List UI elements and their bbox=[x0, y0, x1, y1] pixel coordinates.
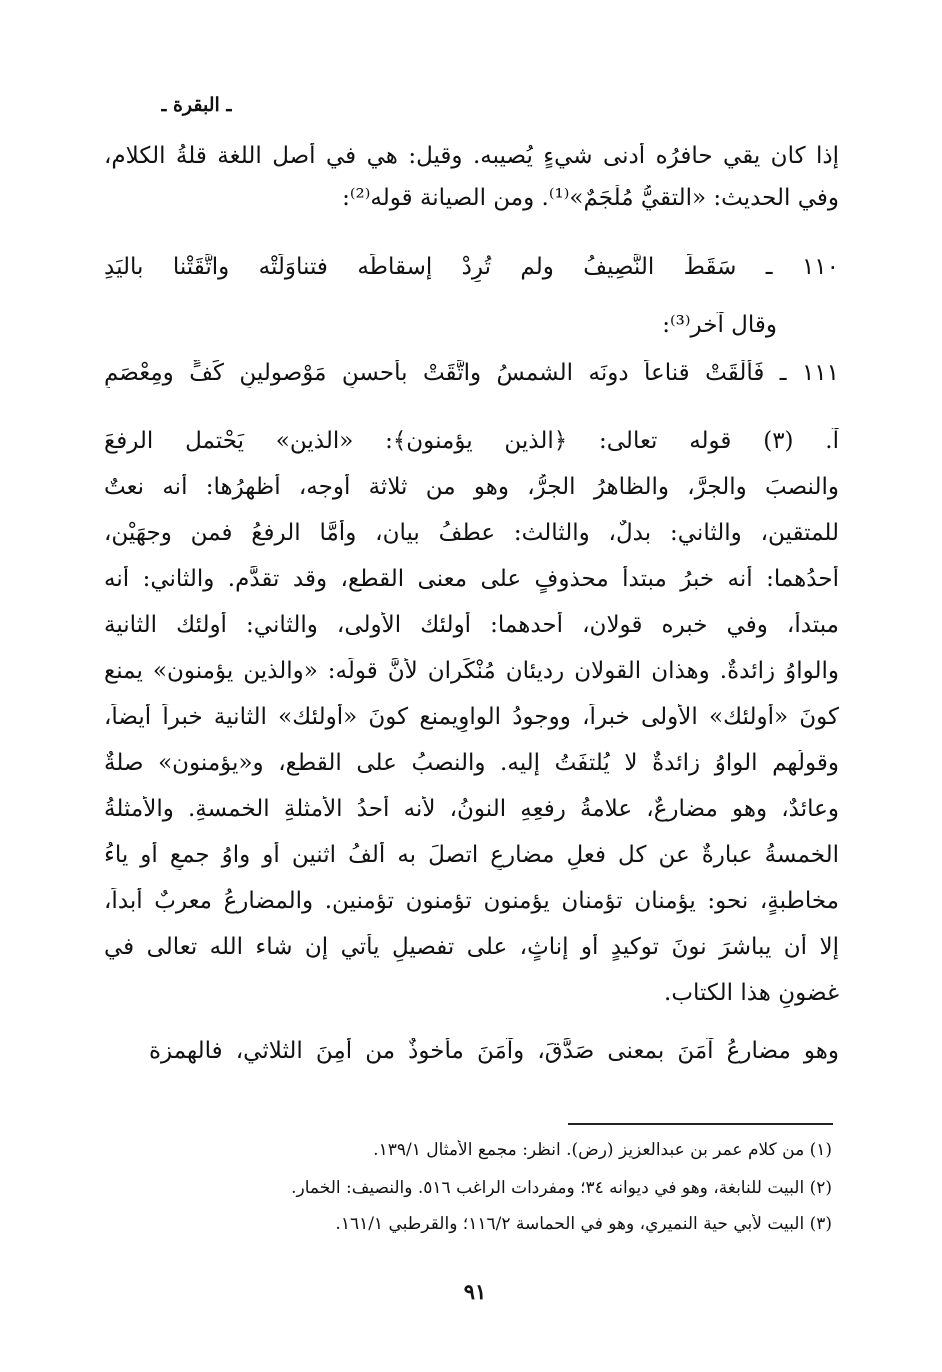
text-line-10: مبتدأ، وفي خبره قولان، أحدهما: أولئك الأولى، والثاني: أولئك الثانية bbox=[104, 612, 839, 638]
text-line-2: وفي الحديث: «التقيُّ مُلْجَمٌ»⁽¹⁾. ومن الصيانة قوله⁽²⁾: bbox=[342, 185, 839, 211]
text-line-13: وقولُهم الواوُ زائدةٌ لا يُلتفَتُ إليه. والنصبُ على القطع، و«يؤمنون» صلةٌ bbox=[104, 750, 839, 776]
text-line-7: والنصبَ والجرَّ، والظاهرُ الجرُّ، وهو من ثلاثة أوجه، أظهرُها: أنه نعتٌ bbox=[104, 474, 839, 500]
text-line-15: الخمسةُ عبارةٌ عن كل فعلٍ مضارعٍ اتصلَ به ألفُ اثنين أو واوُ جمعٍ أو ياءُ bbox=[104, 842, 839, 868]
verse-111: ١١١ ـ فَأَلْقَتْ قناعاً دونَه الشمسُ واتَّقَتْ بأحسنِ مَوْصولينِ كَفٍّ ومِعْصَمِ bbox=[104, 360, 839, 386]
text-line-18: غضونِ هذا الكتاب. bbox=[664, 980, 839, 1006]
text-line-6: آ. (٣) قوله تعالى: ﴿الذين يؤمنون﴾: «الذين» يَحْتمل الرفعَ bbox=[104, 428, 839, 454]
text-line-19: وهو مضارعُ آمَنَ بمعنى صَدَّقَ، وآمَنَ مأخوذٌ من أَمِنَ الثلاثي، فالهمزة bbox=[149, 1038, 839, 1064]
text-line-9: أحدُهما: أنه خبرُ مبتدأ محذوفٍ على معنى القطع، وقد تقدَّم. والثاني: أنه bbox=[104, 566, 839, 592]
footnote-3: (٣) البيت لأبي حية النميري، وهو في الحماسة ١١٦/٢؛ والقرطبي ١٦١/١. bbox=[335, 1214, 832, 1234]
text-line-17: إلا أن يباشرَ نونَ توكيدٍ أو إناثٍ، على تفصيلٍ يأتي إن شاء الله تعالى في bbox=[104, 934, 839, 960]
text-line-11: والواوُ زائدةٌ. وهذان القولان رديئان مُنْكَران لأنَّ قولَه: «والذين يؤمنون» يمنع bbox=[104, 658, 839, 684]
verse-110: ١١٠ ـ سَقَطَ النَّصِيفُ ولم تُرِدْ إسقاطَه فتناوَلَتْه واتَّقَتْنا باليَدِ bbox=[104, 254, 839, 280]
text-line-14: وعائدٌ، وهو مضارعٌ، علامةُ رفعِهِ النونُ، لأنه أحدُ الأمثلةِ الخمسةِ. والأمثلةُ bbox=[104, 796, 839, 822]
text-line-12: كونَ «أولئك» الأولى خبراً، ووجودُ الواوِيمنع كونَ «أولئك» الثانية خبراً أيضاً، bbox=[104, 704, 839, 730]
text-line-1: إذا كان يقي حافرُه أدنى شيءٍ يُصيبه. وقيل: هي في أصل اللغة قلةُ الكلام، bbox=[104, 143, 839, 169]
footnote-divider bbox=[568, 1123, 833, 1125]
text-line-8: للمتقين، والثاني: بدلٌ، والثالث: عطفُ بيان، وأمَّا الرفعُ فمن وجهَيْن، bbox=[104, 520, 839, 546]
running-header: ـ البقرة ـ bbox=[160, 94, 232, 116]
text-line-16: مخاطبةٍ، نحو: يؤمنان تؤمنان يؤمنون تؤمنون تؤمنين. والمضارعُ معربٌ أبداً، bbox=[104, 888, 839, 914]
footnote-2: (٢) البيت للنابغة، وهو في ديوانه ٣٤؛ ومفردات الراغب ٥١٦. والنصيف: الخمار. bbox=[291, 1178, 832, 1198]
page-number: ٩١ bbox=[463, 1279, 487, 1304]
text-line-4: وقال آخر⁽³⁾: bbox=[662, 312, 777, 338]
footnote-1: (١) من كلام عمر بن عبدالعزيز (رض). انظر: مجمع الأمثال ١٣٩/١. bbox=[373, 1140, 832, 1160]
